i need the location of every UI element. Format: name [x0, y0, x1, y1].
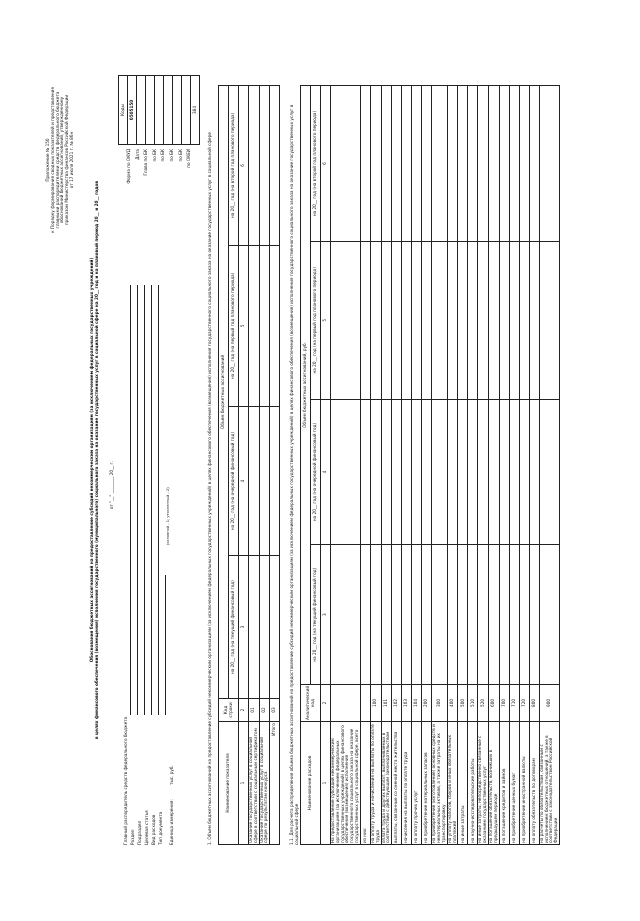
table-row	[381, 86, 392, 845]
row-code: 710	[509, 684, 519, 721]
value-cell[interactable]	[509, 86, 519, 242]
field-label: Главный распорядитель средств федерального бюджета	[123, 716, 128, 845]
row-name: начисления на выплаты по оплате труда	[402, 722, 412, 845]
value-cell[interactable]	[422, 399, 432, 545]
value-cell[interactable]	[432, 545, 447, 685]
value-cell[interactable]	[509, 545, 519, 685]
value-cell[interactable]	[499, 242, 509, 400]
field-value-line[interactable]	[124, 285, 131, 715]
row-code: 900	[539, 684, 559, 721]
value-cell[interactable]	[412, 545, 422, 685]
col-year-header: на 20__ год (на текущий финансовый год)	[229, 556, 239, 699]
table-row	[422, 86, 432, 845]
appendix-line: приказом Министерства финансов Российской Федерации	[64, 94, 70, 226]
value-cell[interactable]	[370, 545, 381, 685]
value-cell[interactable]	[478, 545, 489, 685]
value-cell[interactable]	[331, 399, 361, 545]
value-cell[interactable]	[499, 86, 509, 242]
form-label: Форма по ОКУД	[126, 149, 131, 184]
row-name: выплаты, связанные со сменой места жительства	[392, 722, 402, 845]
col-year-header: на 20__ год (на второй год планового периода)	[311, 86, 321, 242]
value-cell[interactable]	[331, 242, 361, 400]
col-year-header: на 20__ год (на очередной финансовый год)	[311, 399, 321, 545]
value-cell[interactable]	[381, 399, 392, 545]
code-row-label: Глава по БК	[143, 149, 149, 176]
okei-code: 384	[191, 76, 200, 145]
doc-type-caption: (основной - 1; уточненный - 2)	[166, 487, 170, 545]
table-row	[370, 86, 381, 845]
date-line: от "__" ________ 20__ г.	[109, 460, 114, 510]
value-cell[interactable]	[259, 245, 270, 406]
field-label: Подраздел	[137, 820, 142, 845]
value-cell[interactable]	[519, 545, 529, 685]
value-cell[interactable]	[360, 399, 370, 545]
value-cell[interactable]	[468, 399, 478, 545]
row-code: 510	[468, 684, 478, 721]
value-cell[interactable]	[432, 86, 447, 242]
value-cell[interactable]	[270, 86, 280, 246]
value-cell[interactable]	[458, 399, 468, 545]
value-cell[interactable]	[478, 86, 489, 242]
field-value-line[interactable]	[152, 285, 159, 715]
value-cell[interactable]	[402, 545, 412, 685]
value-cell[interactable]	[499, 399, 509, 545]
table-row	[259, 86, 270, 845]
table-row	[499, 86, 509, 845]
col-year-header: на 20__ год (на очередной финансовый год)	[229, 406, 239, 555]
table-row	[432, 86, 447, 845]
col-num: 4	[239, 406, 249, 555]
value-cell[interactable]	[259, 556, 270, 699]
code-row-label: по БК	[177, 149, 183, 162]
value-cell[interactable]	[519, 399, 529, 545]
value-cell[interactable]	[432, 399, 447, 545]
code-cell[interactable]	[155, 76, 164, 145]
value-cell[interactable]	[402, 242, 412, 400]
row-code: 102	[392, 684, 402, 721]
table-row	[402, 86, 412, 845]
value-cell[interactable]	[422, 242, 432, 400]
col-group-header: Объем бюджетных ассигнований	[219, 86, 229, 699]
code-row-label: по БК	[168, 149, 174, 162]
appendix-line: главными распорядителями средств федерального бюджета	[54, 91, 60, 229]
col-num: 6	[239, 86, 249, 246]
row-name: На предоставление субсидий некоммерческим организациям (за исключением федеральных государственных учреждений) в целях финансового обеспечения (возмещения) исполнения государственного социального заказа на оказание государственных услуг в социальной сфере, всего	[331, 722, 361, 845]
value-cell[interactable]	[539, 399, 559, 545]
value-cell[interactable]	[381, 86, 392, 242]
value-cell[interactable]	[381, 242, 392, 400]
row-code: 720	[519, 684, 529, 721]
table-row	[412, 86, 422, 845]
row-name: на научно-исследовательские работы	[468, 722, 478, 845]
code-row-label: Дата	[134, 149, 140, 160]
field-value-line[interactable]	[131, 285, 138, 715]
row-name: на оплату обязательств по договорам	[529, 722, 539, 845]
row-name: на приобретение ценных бумаг	[509, 722, 519, 845]
table-row	[489, 86, 500, 845]
row-name: Оказание государственных услуг в социальной сфере в соответствии с социальным сертификатом	[249, 722, 260, 845]
row-code: 103	[402, 684, 412, 721]
table-row	[360, 86, 370, 845]
row-name: на иные затраты, непосредственно связанные с оказанием государственных услуг	[478, 722, 489, 845]
value-cell[interactable]	[392, 545, 402, 685]
col-num: 5	[321, 242, 331, 400]
value-cell[interactable]	[370, 399, 381, 545]
row-name: на иные затраты	[458, 722, 468, 845]
row-code	[360, 684, 370, 721]
value-cell[interactable]	[270, 556, 280, 699]
value-cell[interactable]	[447, 242, 458, 400]
table-row	[249, 86, 260, 845]
code-cell[interactable]	[164, 76, 173, 145]
col-num: 6	[321, 86, 331, 242]
value-cell[interactable]	[360, 545, 370, 685]
value-cell[interactable]	[259, 406, 270, 555]
table-row	[519, 86, 529, 845]
col-name-header: Наименование расходов	[301, 722, 321, 845]
table-row	[478, 86, 489, 845]
col-num: 1	[321, 722, 331, 845]
value-cell[interactable]	[478, 399, 489, 545]
code-row-label: по БК	[151, 149, 157, 162]
value-cell[interactable]	[519, 242, 529, 400]
row-name: на оплату труда и начисления на выплаты по оплате труда	[370, 722, 381, 845]
code-cell[interactable]	[146, 76, 155, 145]
value-cell[interactable]	[468, 86, 478, 242]
value-cell[interactable]	[249, 406, 260, 555]
field-label: Тип документа	[158, 811, 163, 845]
col-num: 4	[321, 399, 331, 545]
col-year-header: на 20__ год (на первый год планового периода)	[229, 245, 239, 406]
col-num: 3	[321, 545, 331, 685]
appendix-block	[46, 75, 75, 245]
value-cell[interactable]	[458, 545, 468, 685]
row-code: 800	[529, 684, 539, 721]
code-cell[interactable]	[173, 76, 182, 145]
table-row	[468, 86, 478, 845]
value-cell[interactable]	[249, 86, 260, 246]
section1-table	[218, 85, 280, 845]
value-cell[interactable]	[529, 545, 539, 685]
value-cell[interactable]	[259, 86, 270, 246]
row-code: 300	[432, 684, 447, 721]
value-cell[interactable]	[392, 86, 402, 242]
row-name: на погашение кредитов и займов	[499, 722, 509, 845]
row-code: 104	[412, 684, 422, 721]
document-title	[90, 105, 100, 815]
field-label: Вид расходов	[151, 814, 156, 845]
code-cell[interactable]	[137, 76, 146, 145]
row-name: оплата труда и других выплат, выплачиваемых в соответствии с действующим законодательством	[381, 722, 392, 845]
col-name-header: Наименование показателя	[219, 722, 239, 845]
table-row	[509, 86, 519, 845]
section11-rows	[331, 86, 560, 845]
section1-title: 1. Объем бюджетных ассигнований на предоставление субсидий некоммерческим организациям (за исключением федеральных государственных учреждений) в целях финансового обеспечения (возмещения) исполнения государственного социального заказа на оказание государственных услуг в социальной сфере	[207, 132, 212, 845]
field-label: Целевая статья	[144, 810, 149, 845]
row-code: 01	[249, 699, 260, 722]
value-cell[interactable]	[468, 545, 478, 685]
field-label: Раздел	[130, 829, 135, 845]
row-code	[331, 684, 361, 721]
table-row	[539, 86, 559, 845]
codes-header: Коды	[119, 76, 128, 145]
header-fields	[124, 285, 177, 845]
title-line: Обоснования бюджетных ассигнований на предоставление субсидий некоммерческим организациям (за исключением федеральных государственных учреждений)	[89, 257, 94, 663]
value-cell[interactable]	[270, 406, 280, 555]
value-cell[interactable]	[539, 545, 559, 685]
value-cell[interactable]	[539, 86, 559, 242]
row-name: на расчеты по обязательствам, связанным с исполнением бюджетных отношений, а также в соответствии с законодательством Российской Федерации	[539, 722, 559, 845]
value-cell[interactable]	[539, 242, 559, 400]
value-cell[interactable]	[412, 86, 422, 242]
row-code: 520	[478, 684, 489, 721]
value-cell[interactable]	[412, 242, 422, 400]
value-cell[interactable]	[249, 556, 260, 699]
value-cell[interactable]	[422, 545, 432, 685]
row-code: 100	[370, 684, 381, 721]
table-row	[529, 86, 539, 845]
codes-labels	[127, 149, 196, 209]
value-cell[interactable]	[529, 86, 539, 242]
row-code: 101	[381, 684, 392, 721]
value-cell[interactable]	[509, 399, 519, 545]
value-cell[interactable]	[432, 242, 447, 400]
units-label: Единица измерения:	[169, 799, 175, 845]
appendix-line: от 17 июля 2021 г. № 86н	[69, 131, 75, 189]
value-cell[interactable]	[509, 242, 519, 400]
col-num: 1	[239, 722, 249, 845]
row-name: на приобретение материальных запасов	[422, 722, 432, 845]
value-cell[interactable]	[392, 242, 402, 400]
value-cell[interactable]	[249, 245, 260, 406]
row-code: 02	[259, 699, 270, 722]
field-value-line[interactable]	[159, 575, 166, 715]
row-code: 200	[422, 684, 432, 721]
value-cell[interactable]	[447, 399, 458, 545]
value-cell[interactable]	[331, 86, 361, 242]
appendix-line: обоснований бюджетных ассигнований, утвержденному	[59, 96, 65, 224]
document-sheet	[40, 65, 600, 855]
col-year-header: на 20__ год (на текущий финансовый год)	[311, 545, 321, 685]
col-num: 2	[239, 699, 249, 722]
row-name: Оказание государственных услуг в социальной сфере по результатам конкурса	[259, 722, 270, 845]
value-cell[interactable]	[422, 86, 432, 242]
row-name: на приобретение (изготовление) основных средств и нематериальных активов, а также затраты на их транспортировку	[432, 722, 447, 845]
title-line: в целях финансового обеспечения (возмещения) исполнения государственного (муниципального) социального заказа на оказание государственных услуг в социальной сфере на 20__ год и на плановый период 20__ и 20__ годов	[93, 180, 99, 740]
row-code: 03	[270, 699, 280, 722]
table-row	[458, 86, 468, 845]
col-year-header: на 20__ год (на первый год планового периода)	[311, 242, 321, 400]
value-cell[interactable]	[360, 86, 370, 242]
row-name: Итого	[270, 722, 280, 845]
row-name: на приобретение иностранной валюты	[519, 722, 529, 845]
col-code-header: Аналитический код	[301, 684, 321, 721]
value-cell[interactable]	[270, 245, 280, 406]
value-cell[interactable]	[370, 86, 381, 242]
col-code-header: Код строки	[219, 699, 239, 722]
value-cell[interactable]	[529, 242, 539, 400]
row-code: 500	[458, 684, 468, 721]
table-row	[392, 86, 402, 845]
code-row-label: по БК	[160, 149, 166, 162]
value-cell[interactable]	[519, 86, 529, 242]
value-cell[interactable]	[392, 399, 402, 545]
units-value: тыс. руб.	[169, 765, 175, 785]
value-cell[interactable]	[370, 242, 381, 400]
appendix-line: к Порядку формирования сводных показателей и представления	[49, 87, 55, 233]
field-value-line[interactable]	[145, 285, 152, 715]
row-code: 700	[499, 684, 509, 721]
value-cell[interactable]	[360, 242, 370, 400]
value-cell[interactable]	[489, 242, 500, 400]
section11-table	[300, 85, 560, 845]
value-cell[interactable]	[447, 545, 458, 685]
value-cell[interactable]	[458, 86, 468, 242]
appendix-number: Приложение № 150	[45, 138, 50, 182]
section11-title: 1.1. Для расчета распределения объема бюджетных ассигнований на предоставление субсидий некоммерческим организациям (за исключением федеральных государственных учреждений) в целях финансового обеспечения (возмещения) исполнения государственного социального заказа на оказание государственных услуг в социальной сфере	[289, 104, 299, 845]
value-cell[interactable]	[489, 545, 500, 685]
value-cell[interactable]	[489, 399, 500, 545]
value-cell[interactable]	[402, 86, 412, 242]
table-row	[447, 86, 458, 845]
row-code: 400	[447, 684, 458, 721]
row-code: 600	[489, 684, 500, 721]
col-year-header: на 20__ год (на второй год планового периода)	[229, 86, 239, 246]
col-num: 2	[321, 684, 331, 721]
value-cell[interactable]	[478, 242, 489, 400]
code-cell[interactable]	[182, 76, 191, 145]
value-cell[interactable]	[447, 86, 458, 242]
value-cell[interactable]	[402, 399, 412, 545]
field-value-line[interactable]	[138, 285, 145, 715]
value-cell[interactable]	[468, 242, 478, 400]
form-code: 0505150	[128, 76, 137, 145]
col-group-header: Объем бюджетных ассигнований, руб.	[301, 86, 311, 685]
value-cell[interactable]	[529, 399, 539, 545]
row-name: на оплату прочих услуг	[412, 722, 422, 845]
row-name: на уплату налогов, сборов и иных обязательных платежей	[447, 722, 458, 845]
codes-table	[118, 75, 200, 145]
col-num: 5	[239, 245, 249, 406]
value-cell[interactable]	[381, 545, 392, 685]
table-row	[331, 86, 361, 845]
row-name: на погашение обязательств, возникших в предыдущем периоде	[489, 722, 500, 845]
value-cell[interactable]	[499, 545, 509, 685]
okei-label: по ОКЕИ	[186, 149, 192, 168]
value-cell[interactable]	[458, 242, 468, 400]
row-name: из них:	[360, 722, 370, 845]
value-cell[interactable]	[412, 399, 422, 545]
col-num: 3	[239, 556, 249, 699]
value-cell[interactable]	[331, 545, 361, 685]
value-cell[interactable]	[489, 86, 500, 242]
table-row	[270, 86, 280, 845]
